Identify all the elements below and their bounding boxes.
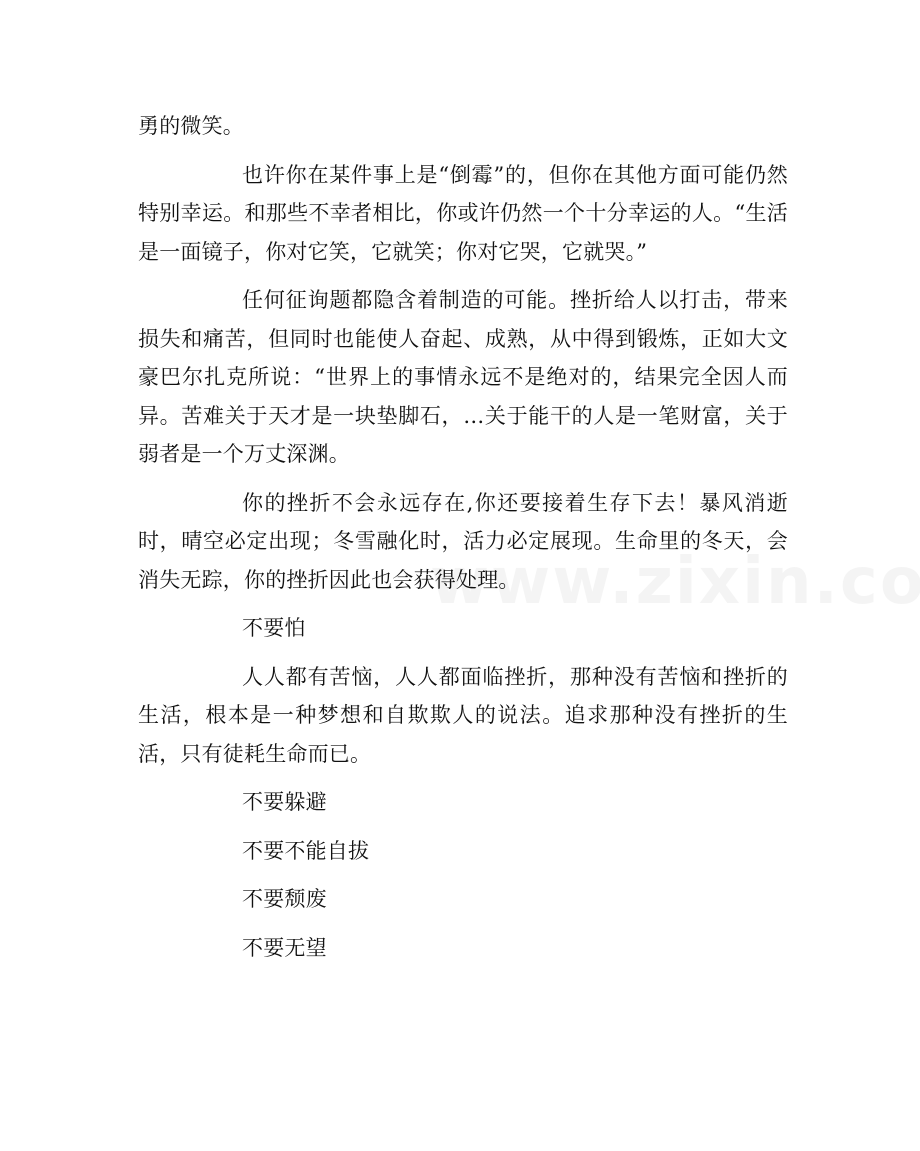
line-dont-be-stuck: 不要不能自拔 (242, 838, 370, 863)
heading-dont-fear: 不要怕 (242, 616, 306, 640)
paragraph-continuation: 勇的微笑。 (138, 114, 244, 138)
paragraph-winter-passes: 你的挫折不会永远存在,你还要接着生存下去！暴风消逝时，晴空必定出现；冬雪融化时，活力必定展现。生命里的冬天，会消失无踪，你的挫折因此也会获得处理。 (138, 490, 788, 592)
document-body (138, 107, 788, 967)
line-dont-avoid: 不要躲避 (242, 790, 327, 814)
line-dont-be-decadent: 不要颓废 (242, 887, 327, 911)
paragraph-balzac-quote: 任何征询题都隐含着制造的可能。挫折给人以打击，带来损失和痛苦，但同时也能使人奋起、成熟，从中得到锻炼，正如大文豪巴尔扎克所说：“世界上的事情永远不是绝对的，结果完全因人而异。苦难关于天才是一块垫脚石，…关于能干的人是一笔财富，关于弱者是一个万丈深渊。 (138, 288, 788, 466)
paragraph-mirror-of-life: 也许你在某件事上是“倒霉”的，但你在其他方面可能仍然特别幸运。和那些不幸者相比，你或许仍然一个十分幸运的人。“生活是一面镜子，你对它笑，它就笑；你对它哭，它就哭。” (138, 162, 788, 264)
line-dont-despair: 不要无望 (242, 935, 327, 960)
paragraph-everyone-has-troubles: 人人都有苦恼，人人都面临挫折，那种没有苦恼和挫折的生活，根本是一种梦想和自欺欺人的说法。追求那种没有挫折的生活，只有徒耗生命而已。 (138, 664, 788, 766)
